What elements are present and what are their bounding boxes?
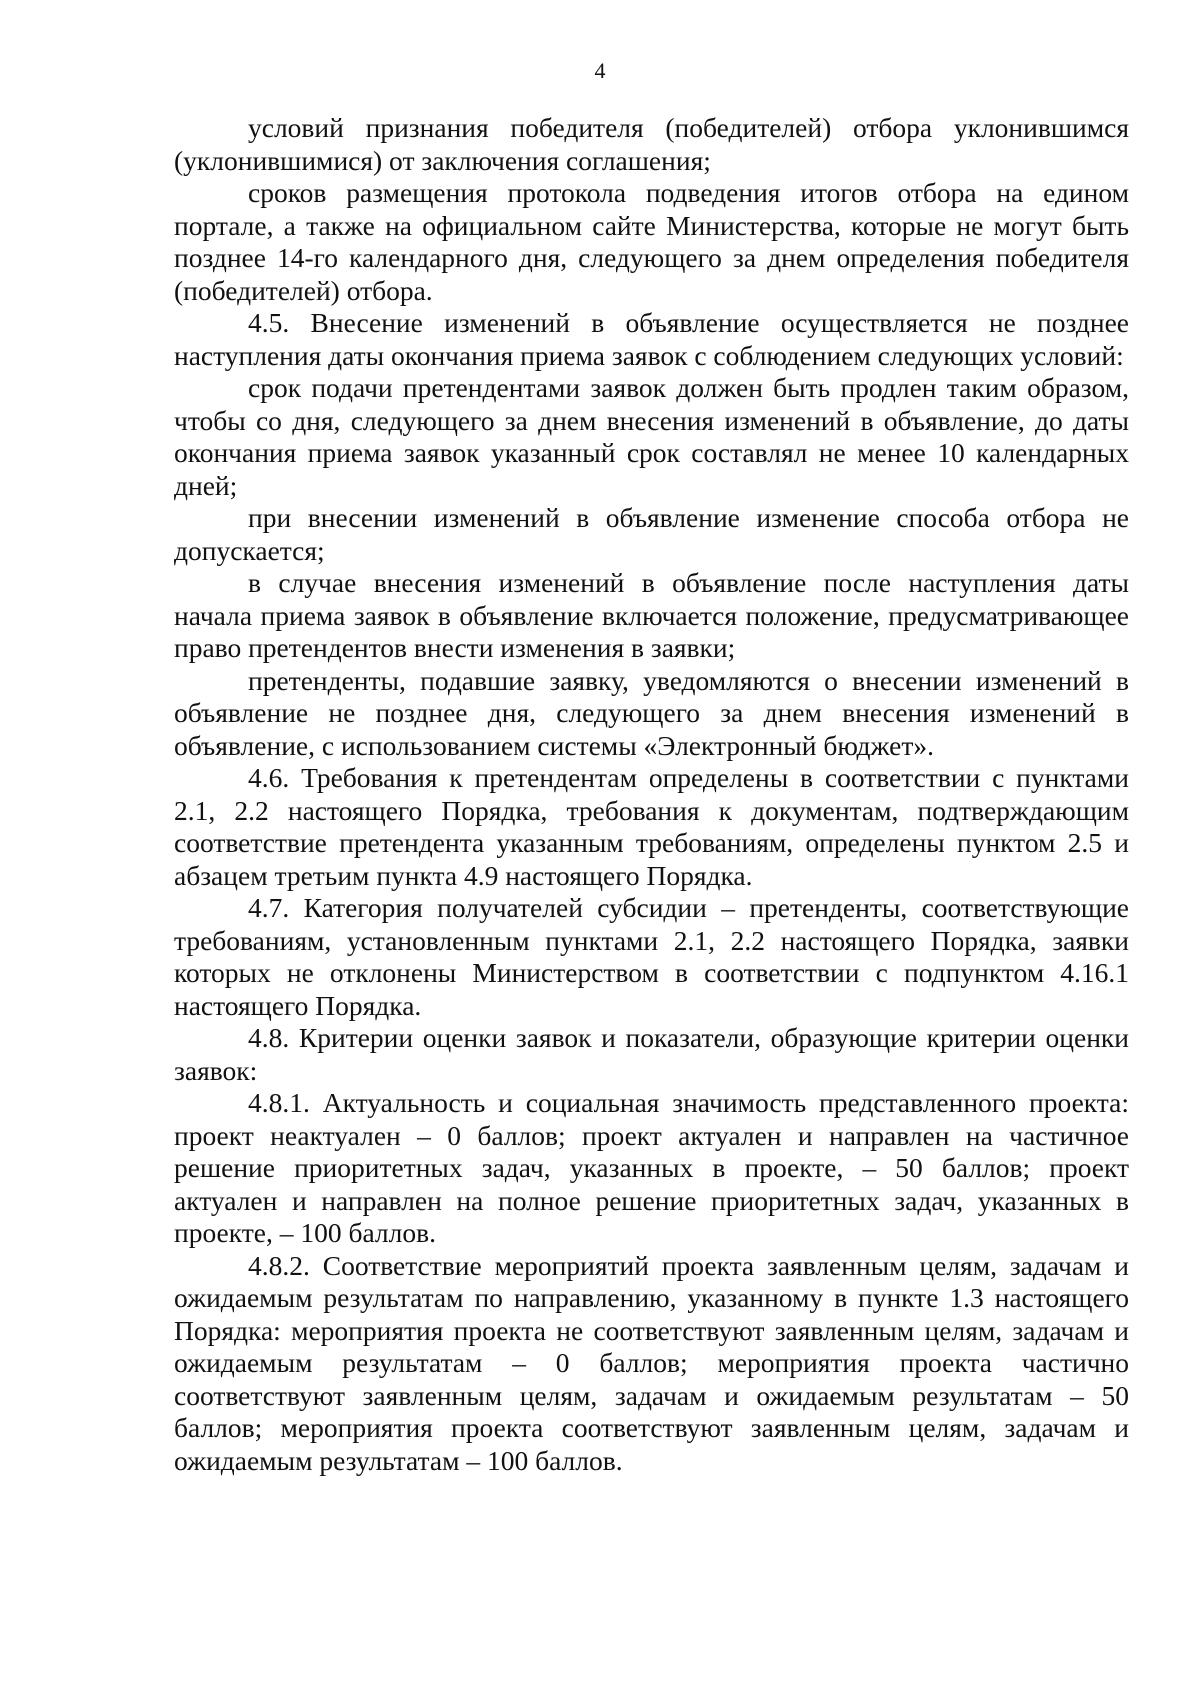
document-body — [174, 112, 1129, 1477]
paragraph-submission-deadline-extension: срок подачи претендентами заявок должен быть продлен таким образом, чтобы со дня, следующего за днем внесения изменений в объявление, до даты окончания приема заявок указанный срок составлял не менее 10 календарных дней; — [174, 372, 1129, 501]
paragraph-applicant-notification: претенденты, подавшие заявку, уведомляются о внесении изменений в объявление не позднее дня, следующего за днем внесения изменений в объявление, с использованием системы «Электронный бюджет». — [174, 664, 1129, 761]
page-number: 4 — [594, 58, 606, 83]
paragraph-selection-method-change: при внесении изменений в объявление изменение способа отбора не допускается; — [174, 502, 1129, 566]
paragraph-4-6-requirements: 4.6. Требования к претендентам определены в соответствии с пунктами 2.1, 2.2 настоящего Порядка, требования к документам, подтверждающим соответствие претендента указанным требованиям, определены пунктом 2.5 и абзацем третьим пункта 4.9 настоящего Порядка. — [174, 762, 1129, 891]
paragraph-4-7-recipient-category: 4.7. Категория получателей субсидии – претенденты, соответствующие требованиям, установленным пунктами 2.1, 2.2 настоящего Порядка, заявки которых не отклонены Министерством в соответствии с подпунктом 4.16.1 настоящего Порядка. — [174, 892, 1129, 1021]
paragraph-winner-evasion-conditions: условий признания победителя (победителей) отбора уклонившимся (уклонившимися) от заключения соглашения; — [174, 112, 1129, 176]
paragraph-4-8-2-compliance: 4.8.2. Соответствие мероприятий проекта заявленным целям, задачам и ожидаемым результатам по направлению, указанному в пункте 1.3 настоящего Порядка: мероприятия проекта не соответствуют заявленным целям, задачам и ожидаемым результатам – 0 баллов; мероприятия проекта частично соответствуют заявленным целям, задачам и ожидаемым результатам – 50 баллов; мероприятия проекта соответствуют заявленным целям, задачам и ожидаемым результатам – 100 баллов. — [174, 1249, 1129, 1476]
paragraph-changes-after-start: в случае внесения изменений в объявление после наступления даты начала приема заявок в объявление включается положение, предусматривающее право претендентов внести изменения в заявки; — [174, 567, 1129, 663]
paragraph-protocol-posting-deadlines: сроков размещения протокола подведения итогов отбора на едином портале, а также на официальном сайте Министерства, которые не могут быть позднее 14-го календарного дня, следующего за днем определения победителя (победителей) отбора. — [174, 177, 1129, 306]
paragraph-4-8-evaluation-criteria: 4.8. Критерии оценки заявок и показатели, образующие критерии оценки заявок: — [174, 1022, 1129, 1086]
paragraph-4-8-1-relevance: 4.8.1. Актуальность и социальная значимость представленного проекта: проект неактуален – 0 баллов; проект актуален и направлен на частичное решение приоритетных задач, указанных в проекте, – 50 баллов; проект актуален и направлен на полное решение приоритетных задач, указанных в проекте, – 100 баллов. — [174, 1087, 1129, 1248]
paragraph-4-5-announcement-changes: 4.5. Внесение изменений в объявление осуществляется не позднее наступления даты окончания приема заявок с соблюдением следующих условий: — [174, 307, 1129, 371]
